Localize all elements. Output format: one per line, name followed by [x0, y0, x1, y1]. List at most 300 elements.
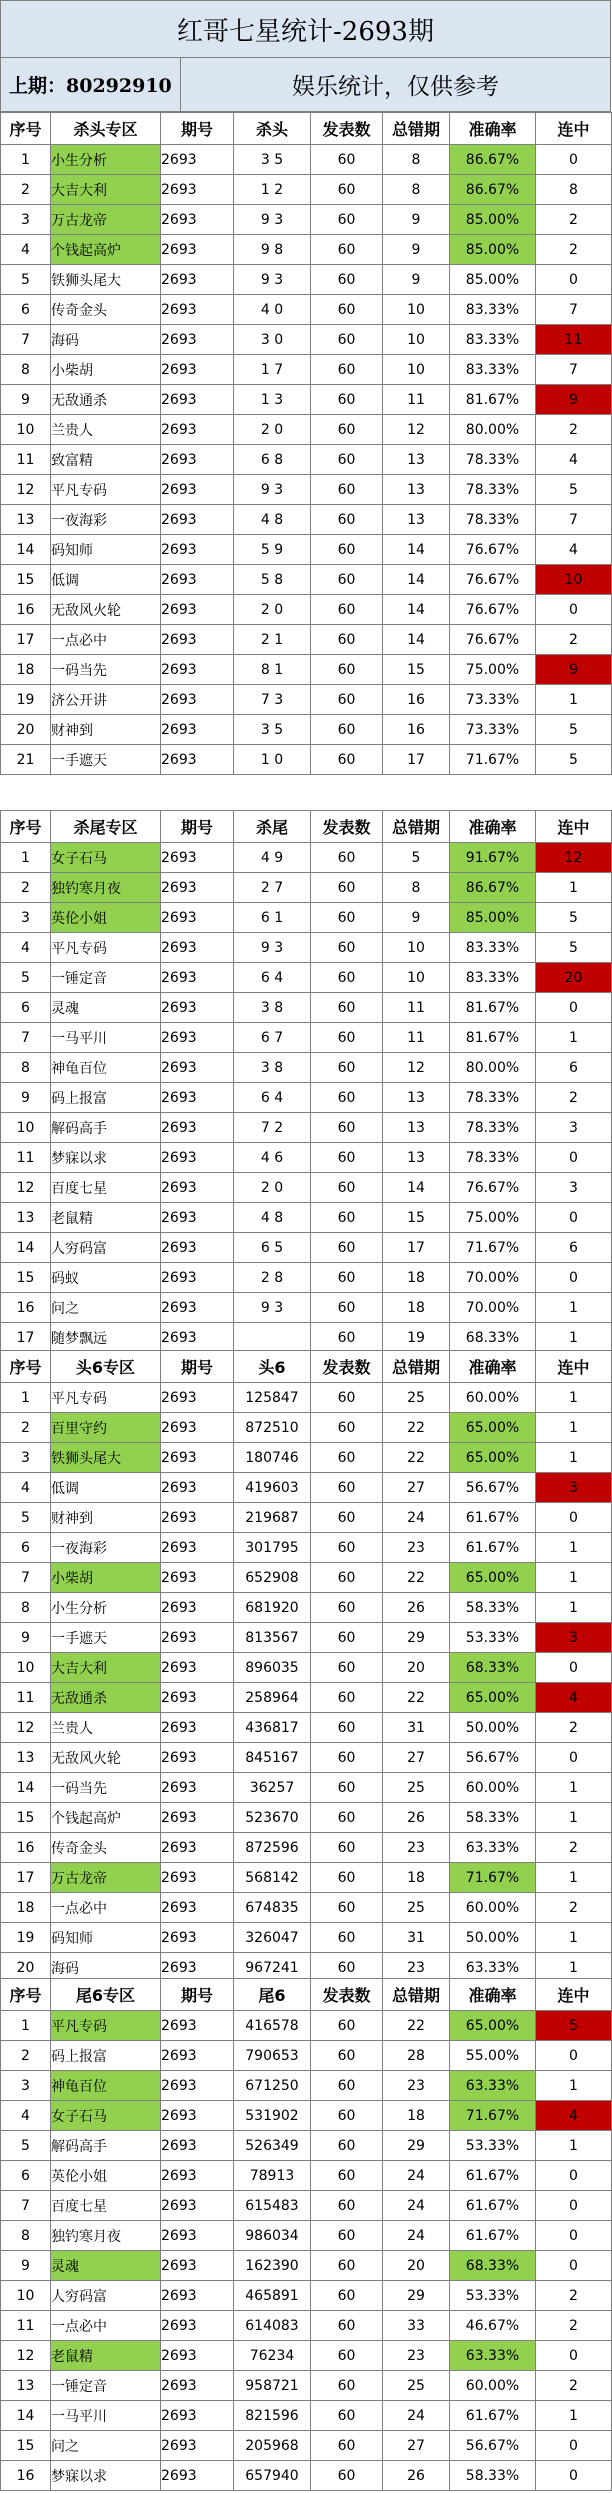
- win-streak-cell: 1: [536, 1803, 612, 1833]
- expert-name-cell: 英伦小姐: [51, 903, 161, 933]
- table-row: [1, 1623, 612, 1653]
- win-streak-cell: 12: [536, 843, 612, 873]
- row-number-cell: 1: [1, 1383, 51, 1413]
- accuracy-rate-cell: 63.33%: [450, 1833, 536, 1863]
- row-number-cell: 12: [1, 475, 51, 505]
- pick-value-cell: 36257: [234, 1773, 311, 1803]
- win-streak-cell: 7: [536, 355, 612, 385]
- pick-value-cell: 4 9: [234, 843, 311, 873]
- accuracy-rate-cell: 83.33%: [450, 355, 536, 385]
- header-row: [1, 113, 612, 145]
- error-count-cell: 13: [383, 1143, 450, 1173]
- win-streak-cell: 2: [536, 205, 612, 235]
- column-header-accuracy-rate: 准确率: [450, 1979, 536, 2011]
- expert-name-cell: 女子石马: [51, 843, 161, 873]
- accuracy-rate-cell: 71.67%: [450, 2101, 536, 2131]
- row-number-cell: 3: [1, 2071, 51, 2101]
- column-header-error-count: 总错期: [383, 1351, 450, 1383]
- win-streak-cell: 5: [536, 745, 612, 775]
- posted-count-cell: 60: [311, 1743, 383, 1773]
- issue-number-cell: 2693: [161, 1773, 234, 1803]
- pick-value-cell: 4 8: [234, 505, 311, 535]
- win-streak-cell: 1: [536, 685, 612, 715]
- table-row: [1, 2101, 612, 2131]
- pick-value-cell: 301795: [234, 1533, 311, 1563]
- win-streak-cell: 0: [536, 993, 612, 1023]
- posted-count-cell: 60: [311, 505, 383, 535]
- error-count-cell: 25: [383, 1383, 450, 1413]
- error-count-cell: 31: [383, 1923, 450, 1953]
- issue-number-cell: 2693: [161, 933, 234, 963]
- error-count-cell: 22: [383, 1413, 450, 1443]
- posted-count-cell: 60: [311, 1923, 383, 1953]
- table-row: [1, 475, 612, 505]
- posted-count-cell: 60: [311, 2221, 383, 2251]
- row-number-cell: 17: [1, 1863, 51, 1893]
- expert-name-cell: 兰贵人: [51, 415, 161, 445]
- pick-value-cell: 657940: [234, 2461, 311, 2491]
- page-title: 红哥七星统计-2693期: [0, 0, 611, 58]
- column-header-row-number: 序号: [1, 1979, 51, 2011]
- posted-count-cell: 60: [311, 2251, 383, 2281]
- expert-name-cell: 一手遮天: [51, 1623, 161, 1653]
- error-count-cell: 27: [383, 1473, 450, 1503]
- accuracy-rate-cell: 60.00%: [450, 2371, 536, 2401]
- accuracy-rate-cell: 83.33%: [450, 933, 536, 963]
- posted-count-cell: 60: [311, 1503, 383, 1533]
- issue-number-cell: 2693: [161, 2011, 234, 2041]
- pick-value-cell: 4 6: [234, 1143, 311, 1173]
- posted-count-cell: 60: [311, 2401, 383, 2431]
- accuracy-rate-cell: 73.33%: [450, 715, 536, 745]
- accuracy-rate-cell: 78.33%: [450, 1083, 536, 1113]
- expert-name-cell: 百里守约: [51, 1413, 161, 1443]
- accuracy-rate-cell: 63.33%: [450, 2341, 536, 2371]
- win-streak-cell: 5: [536, 715, 612, 745]
- error-count-cell: 22: [383, 1683, 450, 1713]
- issue-number-cell: 2693: [161, 2161, 234, 2191]
- expert-name-cell: 英伦小姐: [51, 2161, 161, 2191]
- row-number-cell: 15: [1, 565, 51, 595]
- column-header-posted-count: 发表数: [311, 113, 383, 145]
- subheader: [0, 58, 611, 112]
- column-header-accuracy-rate: 准确率: [450, 811, 536, 843]
- error-count-cell: 25: [383, 2371, 450, 2401]
- win-streak-cell: 4: [536, 535, 612, 565]
- column-header-win-streak: 连中: [536, 1351, 612, 1383]
- row-number-cell: 14: [1, 1773, 51, 1803]
- win-streak-cell: 9: [536, 655, 612, 685]
- accuracy-rate-cell: 65.00%: [450, 1413, 536, 1443]
- pick-value-cell: 1 2: [234, 175, 311, 205]
- expert-name-cell: 济公开讲: [51, 685, 161, 715]
- win-streak-cell: 2: [536, 2311, 612, 2341]
- posted-count-cell: 60: [311, 1113, 383, 1143]
- row-number-cell: 7: [1, 1023, 51, 1053]
- column-header-accuracy-rate: 准确率: [450, 113, 536, 145]
- row-number-cell: 2: [1, 175, 51, 205]
- accuracy-rate-cell: 68.33%: [450, 2251, 536, 2281]
- win-streak-cell: 1: [536, 1443, 612, 1473]
- accuracy-rate-cell: 73.33%: [450, 685, 536, 715]
- win-streak-cell: 2: [536, 1713, 612, 1743]
- row-number-cell: 10: [1, 1653, 51, 1683]
- column-header-issue-number: 期号: [161, 1979, 234, 2011]
- expert-name-cell: 人穷码富: [51, 1233, 161, 1263]
- posted-count-cell: 60: [311, 2281, 383, 2311]
- table-row: [1, 873, 612, 903]
- expert-name-cell: 神龟百位: [51, 2071, 161, 2101]
- posted-count-cell: 60: [311, 873, 383, 903]
- table-row: [1, 2221, 612, 2251]
- issue-number-cell: 2693: [161, 2461, 234, 2491]
- issue-number-cell: 2693: [161, 1593, 234, 1623]
- posted-count-cell: 60: [311, 993, 383, 1023]
- win-streak-cell: 1: [536, 1383, 612, 1413]
- error-count-cell: 25: [383, 1893, 450, 1923]
- error-count-cell: 24: [383, 2161, 450, 2191]
- win-streak-cell: 1: [536, 1293, 612, 1323]
- header-row: [1, 1979, 612, 2011]
- table-row: [1, 1713, 612, 1743]
- accuracy-rate-cell: 70.00%: [450, 1293, 536, 1323]
- column-header-issue-number: 期号: [161, 1351, 234, 1383]
- win-streak-cell: 0: [536, 2161, 612, 2191]
- accuracy-rate-cell: 83.33%: [450, 963, 536, 993]
- table-row: [1, 1443, 612, 1473]
- row-number-cell: 10: [1, 2281, 51, 2311]
- column-header-expert-name: 杀头专区: [51, 113, 161, 145]
- table-row: [1, 993, 612, 1023]
- win-streak-cell: 2: [536, 2281, 612, 2311]
- row-number-cell: 7: [1, 2191, 51, 2221]
- column-header-pick-value: 头6: [234, 1351, 311, 1383]
- pick-value-cell: 6 7: [234, 1023, 311, 1053]
- table-row: [1, 2131, 612, 2161]
- expert-name-cell: 无敌通杀: [51, 1683, 161, 1713]
- table-row: [1, 1263, 612, 1293]
- column-header-win-streak: 连中: [536, 113, 612, 145]
- row-number-cell: 4: [1, 235, 51, 265]
- accuracy-rate-cell: 53.33%: [450, 2281, 536, 2311]
- posted-count-cell: 60: [311, 175, 383, 205]
- posted-count-cell: 60: [311, 1323, 383, 1353]
- pick-value-cell: 1 3: [234, 385, 311, 415]
- pick-value-cell: 6 4: [234, 963, 311, 993]
- row-number-cell: 15: [1, 2431, 51, 2461]
- accuracy-rate-cell: 63.33%: [450, 1953, 536, 1983]
- accuracy-rate-cell: 65.00%: [450, 1443, 536, 1473]
- issue-number-cell: 2693: [161, 2341, 234, 2371]
- table-row: [1, 655, 612, 685]
- row-number-cell: 10: [1, 415, 51, 445]
- expert-name-cell: 无敌风火轮: [51, 595, 161, 625]
- posted-count-cell: 60: [311, 1293, 383, 1323]
- win-streak-cell: 0: [536, 2221, 612, 2251]
- pick-value-cell: 5 8: [234, 565, 311, 595]
- row-number-cell: 3: [1, 903, 51, 933]
- issue-number-cell: 2693: [161, 325, 234, 355]
- win-streak-cell: 3: [536, 1113, 612, 1143]
- disclaimer-text: 娱乐统计，仅供参考: [181, 58, 611, 112]
- pick-value-cell: 4 0: [234, 295, 311, 325]
- table-row: [1, 1923, 612, 1953]
- expert-name-cell: 一点必中: [51, 625, 161, 655]
- issue-number-cell: 2693: [161, 1803, 234, 1833]
- accuracy-rate-cell: 83.33%: [450, 325, 536, 355]
- row-number-cell: 4: [1, 1473, 51, 1503]
- issue-number-cell: 2693: [161, 1053, 234, 1083]
- issue-number-cell: 2693: [161, 1503, 234, 1533]
- win-streak-cell: 1: [536, 1413, 612, 1443]
- table-row: [1, 1593, 612, 1623]
- accuracy-rate-cell: 68.33%: [450, 1653, 536, 1683]
- pick-value-cell: 180746: [234, 1443, 311, 1473]
- win-streak-cell: 5: [536, 903, 612, 933]
- pick-value-cell: 5 9: [234, 535, 311, 565]
- row-number-cell: 15: [1, 1803, 51, 1833]
- pick-value-cell: 9 3: [234, 1293, 311, 1323]
- accuracy-rate-cell: 85.00%: [450, 265, 536, 295]
- expert-name-cell: 一马平川: [51, 2401, 161, 2431]
- error-count-cell: 13: [383, 475, 450, 505]
- accuracy-rate-cell: 78.33%: [450, 505, 536, 535]
- posted-count-cell: 60: [311, 685, 383, 715]
- pick-value-cell: 4 8: [234, 1203, 311, 1233]
- error-count-cell: 15: [383, 1203, 450, 1233]
- error-count-cell: 23: [383, 2071, 450, 2101]
- expert-name-cell: 百度七星: [51, 2191, 161, 2221]
- win-streak-cell: 5: [536, 933, 612, 963]
- issue-number-cell: 2693: [161, 2251, 234, 2281]
- accuracy-rate-cell: 75.00%: [450, 655, 536, 685]
- row-number-cell: 11: [1, 1143, 51, 1173]
- accuracy-rate-cell: 55.00%: [450, 2041, 536, 2071]
- issue-number-cell: 2693: [161, 2401, 234, 2431]
- posted-count-cell: 60: [311, 355, 383, 385]
- posted-count-cell: 60: [311, 1593, 383, 1623]
- error-count-cell: 20: [383, 2251, 450, 2281]
- issue-number-cell: 2693: [161, 2131, 234, 2161]
- row-number-cell: 4: [1, 2101, 51, 2131]
- column-header-win-streak: 连中: [536, 1979, 612, 2011]
- posted-count-cell: 60: [311, 595, 383, 625]
- pick-value-cell: 2 1: [234, 625, 311, 655]
- accuracy-rate-cell: 56.67%: [450, 2431, 536, 2461]
- row-number-cell: 18: [1, 655, 51, 685]
- expert-name-cell: 码知师: [51, 1923, 161, 1953]
- expert-name-cell: 铁狮头尾大: [51, 265, 161, 295]
- posted-count-cell: 60: [311, 2461, 383, 2491]
- accuracy-rate-cell: 71.67%: [450, 1233, 536, 1263]
- issue-number-cell: 2693: [161, 2101, 234, 2131]
- win-streak-cell: 2: [536, 1833, 612, 1863]
- expert-name-cell: 低调: [51, 1473, 161, 1503]
- expert-name-cell: 财神到: [51, 715, 161, 745]
- expert-name-cell: 人穷码富: [51, 2281, 161, 2311]
- posted-count-cell: 60: [311, 843, 383, 873]
- expert-name-cell: 平凡专码: [51, 1383, 161, 1413]
- issue-number-cell: 2693: [161, 1653, 234, 1683]
- posted-count-cell: 60: [311, 903, 383, 933]
- table-row: [1, 145, 612, 175]
- accuracy-rate-cell: 61.67%: [450, 2221, 536, 2251]
- expert-name-cell: 万古龙帝: [51, 205, 161, 235]
- issue-number-cell: 2693: [161, 655, 234, 685]
- posted-count-cell: 60: [311, 2041, 383, 2071]
- posted-count-cell: 60: [311, 475, 383, 505]
- table-row: [1, 325, 612, 355]
- win-streak-cell: 1: [536, 2401, 612, 2431]
- expert-name-cell: 神龟百位: [51, 1053, 161, 1083]
- win-streak-cell: 3: [536, 1623, 612, 1653]
- accuracy-rate-cell: 78.33%: [450, 475, 536, 505]
- expert-name-cell: 一夜海彩: [51, 505, 161, 535]
- win-streak-cell: 1: [536, 1023, 612, 1053]
- pick-value-cell: 681920: [234, 1593, 311, 1623]
- row-number-cell: 19: [1, 1923, 51, 1953]
- expert-name-cell: 一锤定音: [51, 2371, 161, 2401]
- accuracy-rate-cell: 50.00%: [450, 1713, 536, 1743]
- row-number-cell: 7: [1, 325, 51, 355]
- pick-value-cell: 3 8: [234, 1053, 311, 1083]
- head-six-table: [0, 1350, 612, 1983]
- expert-name-cell: 灵魂: [51, 993, 161, 1023]
- win-streak-cell: 9: [536, 385, 612, 415]
- win-streak-cell: 0: [536, 2191, 612, 2221]
- accuracy-rate-cell: 81.67%: [450, 385, 536, 415]
- issue-number-cell: 2693: [161, 843, 234, 873]
- win-streak-cell: 0: [536, 2041, 612, 2071]
- error-count-cell: 18: [383, 2101, 450, 2131]
- expert-name-cell: 一手遮天: [51, 745, 161, 775]
- row-number-cell: 2: [1, 1413, 51, 1443]
- previous-issue-label: 上期：80292910: [0, 58, 181, 112]
- posted-count-cell: 60: [311, 415, 383, 445]
- table-row: [1, 415, 612, 445]
- posted-count-cell: 60: [311, 295, 383, 325]
- expert-name-cell: 解码高手: [51, 2131, 161, 2161]
- table-row: [1, 175, 612, 205]
- issue-number-cell: 2693: [161, 1833, 234, 1863]
- accuracy-rate-cell: 61.67%: [450, 2191, 536, 2221]
- error-count-cell: 16: [383, 715, 450, 745]
- error-count-cell: 8: [383, 873, 450, 903]
- expert-name-cell: 传奇金头: [51, 1833, 161, 1863]
- accuracy-rate-cell: 71.67%: [450, 1863, 536, 1893]
- expert-name-cell: 小生分析: [51, 1593, 161, 1623]
- error-count-cell: 14: [383, 565, 450, 595]
- expert-name-cell: 铁狮头尾大: [51, 1443, 161, 1473]
- error-count-cell: 10: [383, 295, 450, 325]
- posted-count-cell: 60: [311, 265, 383, 295]
- expert-name-cell: 老鼠精: [51, 2341, 161, 2371]
- win-streak-cell: 1: [536, 1863, 612, 1893]
- win-streak-cell: 2: [536, 625, 612, 655]
- posted-count-cell: 60: [311, 1383, 383, 1413]
- pick-value-cell: 896035: [234, 1653, 311, 1683]
- error-count-cell: 26: [383, 1593, 450, 1623]
- issue-number-cell: 2693: [161, 1893, 234, 1923]
- expert-name-cell: 小生分析: [51, 145, 161, 175]
- issue-number-cell: 2693: [161, 1563, 234, 1593]
- win-streak-cell: 1: [536, 873, 612, 903]
- pick-value-cell: 3 5: [234, 715, 311, 745]
- row-number-cell: 13: [1, 1743, 51, 1773]
- accuracy-rate-cell: 58.33%: [450, 2461, 536, 2491]
- error-count-cell: 12: [383, 415, 450, 445]
- pick-value-cell: 813567: [234, 1623, 311, 1653]
- row-number-cell: 11: [1, 2311, 51, 2341]
- expert-name-cell: 无敌风火轮: [51, 1743, 161, 1773]
- accuracy-rate-cell: 61.67%: [450, 2161, 536, 2191]
- column-header-expert-name: 尾6专区: [51, 1979, 161, 2011]
- table-row: [1, 385, 612, 415]
- error-count-cell: 29: [383, 2281, 450, 2311]
- error-count-cell: 13: [383, 1113, 450, 1143]
- posted-count-cell: 60: [311, 655, 383, 685]
- posted-count-cell: 60: [311, 1833, 383, 1863]
- win-streak-cell: 0: [536, 1143, 612, 1173]
- issue-number-cell: 2693: [161, 685, 234, 715]
- pick-value-cell: 615483: [234, 2191, 311, 2221]
- posted-count-cell: 60: [311, 2101, 383, 2131]
- win-streak-cell: 0: [536, 2251, 612, 2281]
- posted-count-cell: 60: [311, 1623, 383, 1653]
- accuracy-rate-cell: 65.00%: [450, 1683, 536, 1713]
- issue-number-cell: 2693: [161, 1413, 234, 1443]
- accuracy-rate-cell: 86.67%: [450, 873, 536, 903]
- win-streak-cell: 3: [536, 1173, 612, 1203]
- table-row: [1, 1653, 612, 1683]
- accuracy-rate-cell: 76.67%: [450, 565, 536, 595]
- column-header-accuracy-rate: 准确率: [450, 1351, 536, 1383]
- posted-count-cell: 60: [311, 1083, 383, 1113]
- expert-name-cell: 小柴胡: [51, 355, 161, 385]
- pick-value-cell: 845167: [234, 1743, 311, 1773]
- issue-number-cell: 2693: [161, 1383, 234, 1413]
- accuracy-rate-cell: 78.33%: [450, 1113, 536, 1143]
- posted-count-cell: 60: [311, 2311, 383, 2341]
- error-count-cell: 13: [383, 1083, 450, 1113]
- error-count-cell: 10: [383, 933, 450, 963]
- kill-head-table: [0, 112, 612, 775]
- row-number-cell: 6: [1, 2161, 51, 2191]
- accuracy-rate-cell: 65.00%: [450, 2011, 536, 2041]
- pick-value-cell: 526349: [234, 2131, 311, 2161]
- accuracy-rate-cell: 81.67%: [450, 1023, 536, 1053]
- table-row: [1, 2161, 612, 2191]
- error-count-cell: 10: [383, 355, 450, 385]
- posted-count-cell: 60: [311, 1533, 383, 1563]
- column-header-expert-name: 头6专区: [51, 1351, 161, 1383]
- row-number-cell: 1: [1, 843, 51, 873]
- issue-number-cell: 2693: [161, 873, 234, 903]
- row-number-cell: 17: [1, 1323, 51, 1353]
- issue-number-cell: 2693: [161, 2041, 234, 2071]
- win-streak-cell: 7: [536, 505, 612, 535]
- error-count-cell: 14: [383, 595, 450, 625]
- posted-count-cell: 60: [311, 1233, 383, 1263]
- table-row: [1, 1083, 612, 1113]
- posted-count-cell: 60: [311, 2371, 383, 2401]
- issue-number-cell: 2693: [161, 993, 234, 1023]
- pick-value-cell: 523670: [234, 1803, 311, 1833]
- accuracy-rate-cell: 50.00%: [450, 1923, 536, 1953]
- table-row: [1, 903, 612, 933]
- issue-number-cell: 2693: [161, 1533, 234, 1563]
- row-number-cell: 18: [1, 1893, 51, 1923]
